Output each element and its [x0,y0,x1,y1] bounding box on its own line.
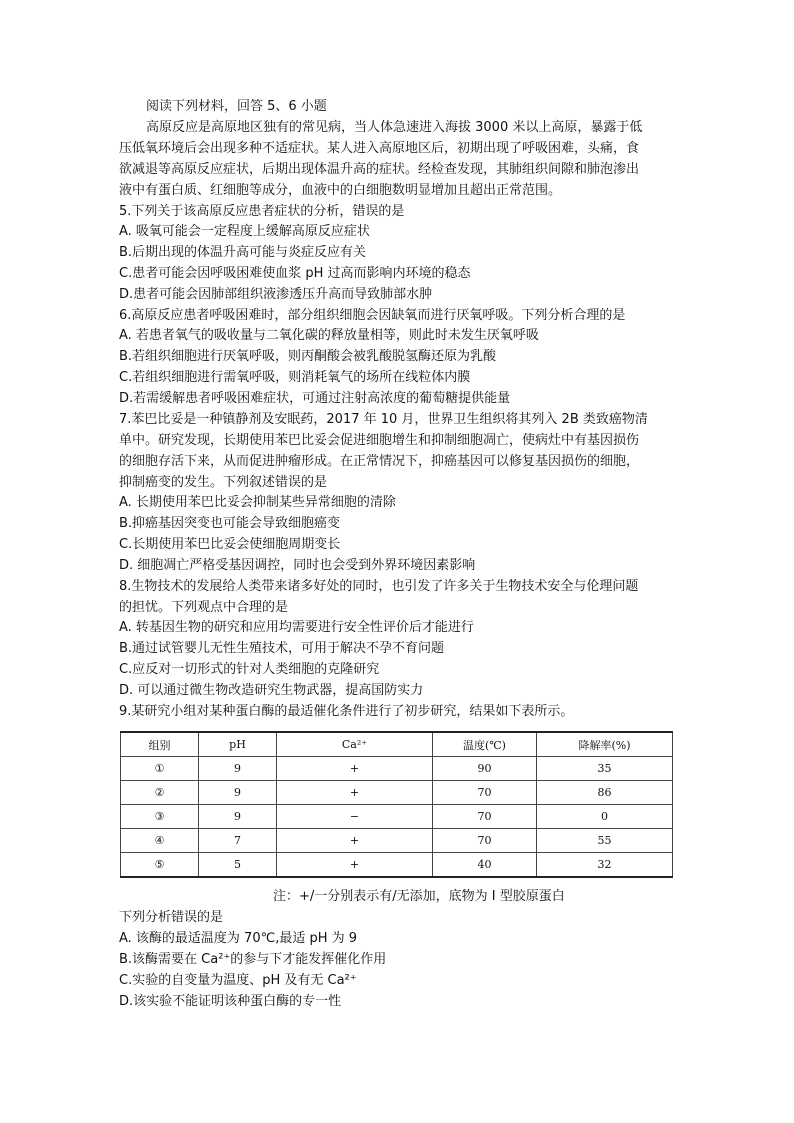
table-cell: 0 [537,805,673,829]
table-cell: ② [121,781,199,805]
question-8-option-c: C.应反对一切形式的针对人类细胞的克隆研究 [119,662,380,677]
column-header-group: 组别 [121,732,199,757]
table-cell: ⑤ [121,853,199,878]
question-8-option-a: A. 转基因生物的研究和应用均需要进行安全性评价后才能进行 [119,620,474,635]
table-cell: 90 [433,757,537,781]
question-6-stem: 6.高原反应患者呼吸困难时，部分组织细胞会因缺氧而进行厌氧呼吸。下列分析合理的是 [119,308,626,323]
question-8-stem-line: 的担忧。下列观点中合理的是 [119,600,289,615]
table-cell: 86 [537,781,673,805]
question-9-option-a: A. 该酶的最适温度为 70℃,最适 pH 为 9 [119,931,358,946]
question-5-option-b: B.后期出现的体温升高可能与炎症反应有关 [119,245,367,260]
question-6-option-a: A. 若患者氧气的吸收量与二氧化碳的释放量相等，则此时未发生厌氧呼吸 [119,328,539,343]
table-cell: + [277,829,433,853]
table-row [121,829,673,853]
table-cell: 9 [199,757,277,781]
passage-line: 液中有蛋白质、红细胞等成分，血液中的白细胞数明显增加且超出正常范围。 [119,183,562,198]
table-row [121,805,673,829]
table-cell: 35 [537,757,673,781]
question-8-option-d: D. 可以通过微生物改造研究生物武器，提高国防实力 [119,683,424,698]
reading-instruction: 阅读下列材料，回答 5、6 小题 [146,99,327,114]
table-cell: 32 [537,853,673,878]
question-5-option-d: D.患者可能会因肺部组织液渗透压升高而导致肺部水肿 [119,287,433,302]
table-cell: 40 [433,853,537,878]
question-7-stem-line: 7.苯巴比妥是一种镇静剂及安眠药，2017 年 10 月，世界卫生组织将其列入 2B 类致癌物清 [119,412,648,427]
question-7-stem-line: 的细胞存活下来，从而促进肿瘤形成。在正常情况下，抑癌基因可以修复基因损伤的细胞， [119,454,640,469]
question-7-option-d: D. 细胞凋亡严格受基因调控，同时也会受到外界环境因素影响 [119,558,476,573]
table-note: 注：+/一分别表示有/无添加，底物为 I 型胶原蛋白 [273,889,565,904]
table-cell: + [277,757,433,781]
passage-line: 欲减退等高原反应症状，后期出现体温升高的症状。经检查发现，其肺组织间隙和肺泡渗出 [119,162,640,177]
table-cell: ① [121,757,199,781]
table-cell: + [277,853,433,878]
table-cell: 9 [199,805,277,829]
question-6-option-b: B.若组织细胞进行厌氧呼吸，则丙酮酸会被乳酸脱氢酶还原为乳酸 [119,349,497,364]
question-7-stem-line: 单中。研究发现，长期使用苯巴比妥会促进细胞增生和抑制细胞凋亡，使病灶中有基因损伤 [119,433,640,448]
column-header-temperature: 温度(℃) [433,732,537,757]
question-7-option-a: A. 长期使用苯巴比妥会抑制某些异常细胞的清除 [119,495,396,510]
passage-line: 高原反应是高原地区独有的常见病，当人体急速进入海拔 3000 米以上高原，暴露于低 [146,120,643,135]
question-5-stem: 5.下列关于该高原反应患者症状的分析，错误的是 [119,204,405,219]
table-header-row [121,732,673,757]
table-cell: − [277,805,433,829]
table-row [121,853,673,878]
table-cell: 55 [537,829,673,853]
table-cell: 70 [433,781,537,805]
question-7-stem-line: 抑制癌变的发生。下列叙述错误的是 [119,475,328,490]
question-9-stem: 9.某研究小组对某种蛋白酶的最适催化条件进行了初步研究，结果如下表所示。 [119,704,574,719]
column-header-ph: pH [199,732,277,757]
table-cell: 70 [433,805,537,829]
table-cell: 7 [199,829,277,853]
question-5-option-a: A. 吸氧可能会一定程度上缓解高原反应症状 [119,224,370,239]
table-cell: ③ [121,805,199,829]
question-9-option-d: D.该实验不能证明该种蛋白酶的专一性 [119,994,342,1009]
passage-line: 压低氧环境后会出现多种不适症状。某人进入高原地区后，初期出现了呼吸困难，头痛，食 [119,141,640,156]
question-9-option-c: C.实验的自变量为温度、pH 及有无 Ca²⁺ [119,973,357,988]
column-header-calcium: Ca²⁺ [277,732,433,757]
question-7-option-c: C.长期使用苯巴比妥会使细胞周期变长 [119,537,341,552]
column-header-degradation-rate: 降解率(%) [537,732,673,757]
enzyme-results-table [120,731,673,878]
question-9-option-b: B.该酶需要在 Ca²⁺的参与下才能发挥催化作用 [119,952,387,967]
table-cell: 5 [199,853,277,878]
question-5-option-c: C.患者可能会因呼吸困难使血浆 pH 过高而影响内环境的稳态 [119,266,471,281]
table-cell: + [277,781,433,805]
table-cell: ④ [121,829,199,853]
question-9-sub-stem: 下列分析错误的是 [119,910,224,925]
table-cell: 70 [433,829,537,853]
table-cell: 9 [199,781,277,805]
table-row [121,757,673,781]
question-7-option-b: B.抑癌基因突变也可能会导致细胞癌变 [119,516,341,531]
question-6-option-c: C.若组织细胞进行需氧呼吸，则消耗氧气的场所在线粒体内膜 [119,370,471,385]
question-6-option-d: D.若需缓解患者呼吸困难症状，可通过注射高浓度的葡萄糖提供能量 [119,391,511,406]
question-8-stem-line: 8.生物技术的发展给人类带来诸多好处的同时，也引发了许多关于生物技术安全与伦理问题 [119,579,639,594]
question-8-option-b: B.通过试管婴儿无性生殖技术，可用于解决不孕不育问题 [119,641,445,656]
table-row [121,781,673,805]
